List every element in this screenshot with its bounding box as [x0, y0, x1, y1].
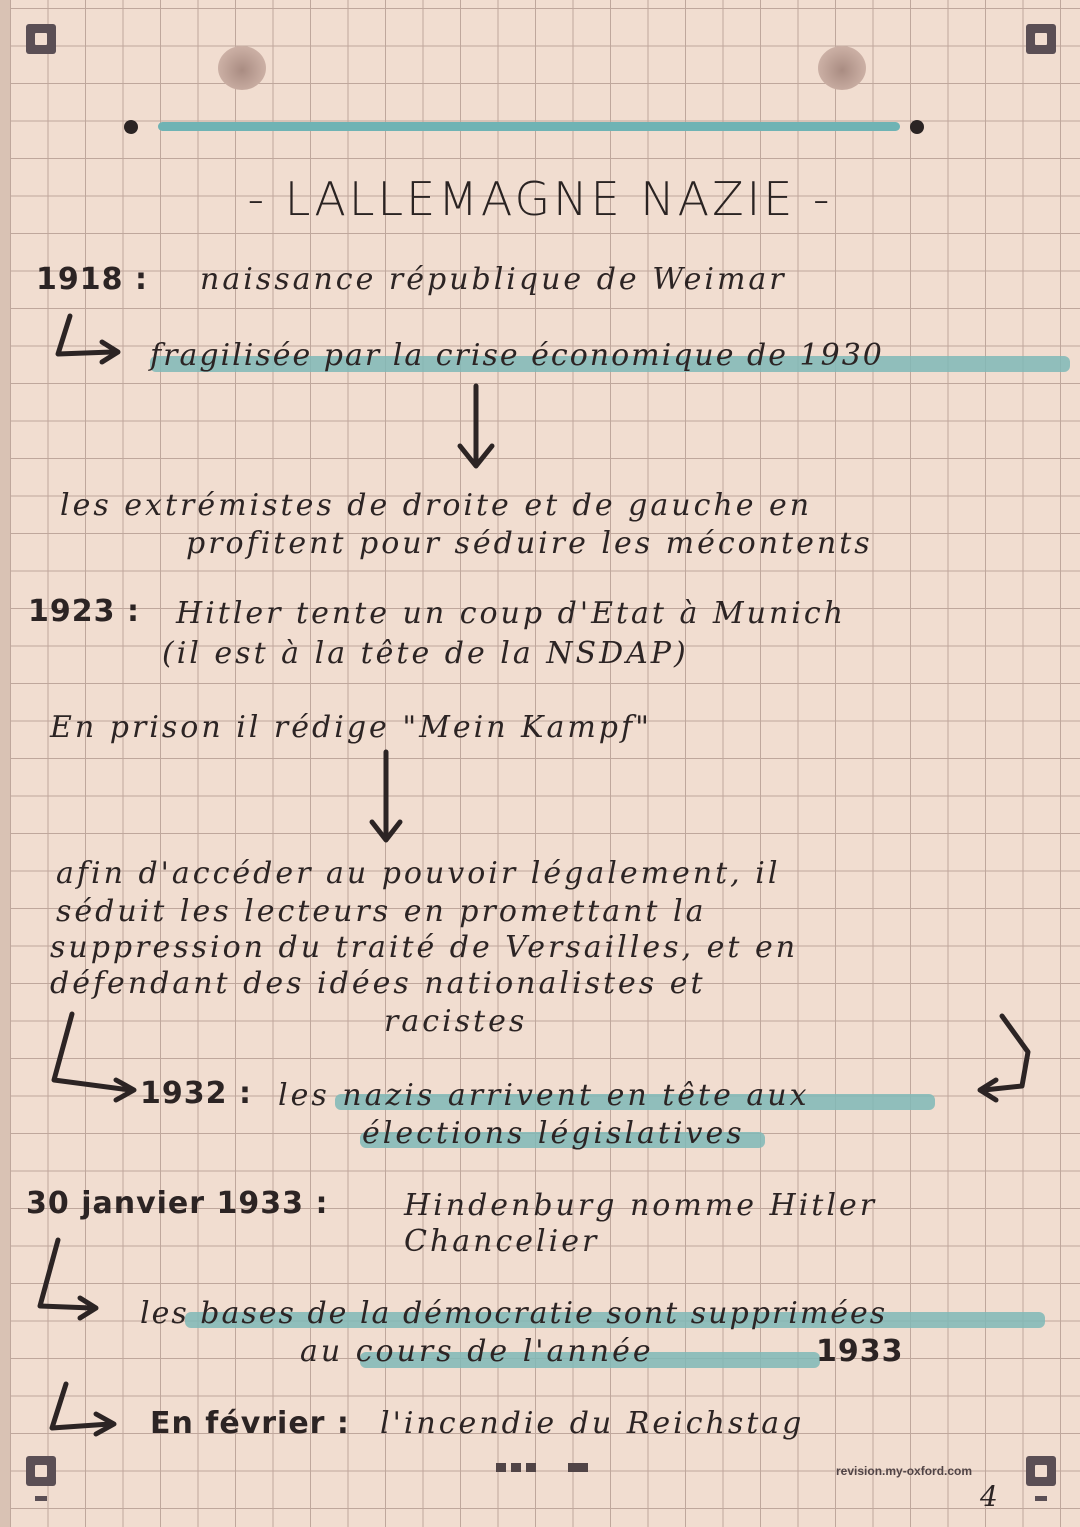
note-line: au cours de l'année: [300, 1334, 654, 1369]
footer-marker: [568, 1463, 588, 1472]
note-line: les nazis arrivent en tête aux: [278, 1078, 810, 1113]
note-line: élections législatives: [362, 1116, 745, 1151]
note-line: Hitler tente un coup d'Etat à Munich: [176, 596, 847, 631]
year-label: 30 janvier 1933 :: [26, 1186, 329, 1221]
footer-marker: [496, 1463, 536, 1472]
note-line: l'incendie du Reichstag: [380, 1406, 805, 1441]
note-line: suppression du traité de Versailles, et en: [50, 930, 799, 965]
bent-arrow-icon: [984, 1016, 1028, 1090]
year-label: 1932 :: [140, 1076, 252, 1111]
note-line: racistes: [384, 1004, 528, 1039]
month-label: En février :: [150, 1406, 350, 1441]
note-line: les extrémistes de droite et de gauche en: [60, 488, 813, 523]
note-line: (il est à la tête de la NSDAP): [162, 636, 689, 671]
note-line: fragilisée par la crise économique de 1930: [150, 338, 884, 373]
note-line: défendant des idées nationalistes et: [50, 966, 706, 1001]
year-label: 1933: [816, 1334, 904, 1369]
note-line: afin d'accéder au pouvoir légalement, il: [56, 856, 781, 891]
year-label: 1918 :: [36, 262, 148, 297]
note-line: les bases de la démocratie sont supprimées: [140, 1296, 888, 1331]
note-line: profitent pour séduire les mécontents: [186, 526, 873, 561]
page-title: - LALLEMAGNE NAZIE -: [247, 172, 833, 226]
note-line: séduit les lecteurs en promettant la: [56, 894, 707, 929]
year-label: 1923 :: [28, 594, 140, 629]
footer-url: revision.my-oxford.com: [836, 1464, 973, 1478]
note-line: Chancelier: [404, 1224, 600, 1259]
page-number: 4: [980, 1480, 998, 1513]
bent-arrow-icon: [52, 1384, 110, 1428]
note-line: Hindenburg nomme Hitler: [404, 1188, 878, 1223]
bent-arrow-icon: [58, 316, 112, 354]
note-line: En prison il rédige "Mein Kampf": [50, 710, 652, 745]
note-line: naissance république de Weimar: [200, 262, 787, 297]
